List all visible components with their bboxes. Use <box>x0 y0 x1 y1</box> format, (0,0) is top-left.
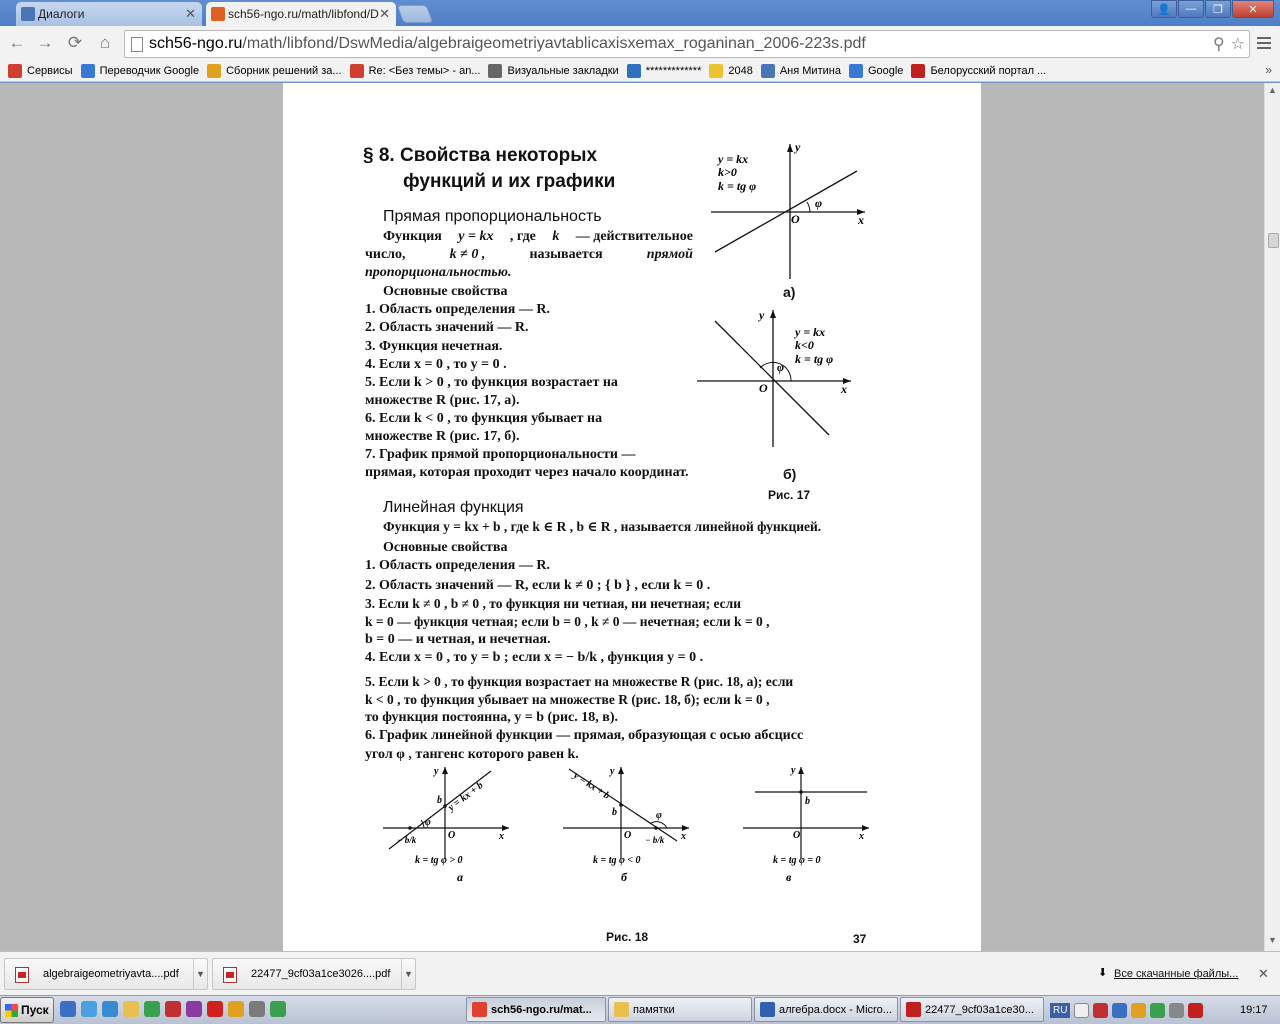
bookmark-label: ************* <box>645 64 702 77</box>
list-item: 1. Область определения — R. <box>365 302 550 317</box>
basic-properties-heading: Основные свойства <box>383 284 508 299</box>
fig-label: k = tg φ <box>718 179 757 193</box>
bookmark-item[interactable] <box>849 64 903 78</box>
restore-button[interactable]: ❐ <box>1205 0 1231 18</box>
figure-18b <box>559 763 699 883</box>
x-axis-label: x <box>859 831 864 842</box>
folder-icon <box>614 1002 629 1017</box>
subsection-title: Прямая пропорциональность <box>383 208 602 225</box>
bookmark-label: Сервисы <box>27 64 73 77</box>
origin-label: O <box>759 381 768 395</box>
phi-label: φ <box>815 196 823 210</box>
fig-label: k>0 <box>718 165 737 179</box>
y-axis-label: y <box>759 308 765 322</box>
star-icon[interactable]: ☆ <box>1230 36 1245 53</box>
page-number: 37 <box>853 932 867 946</box>
skype-icon[interactable] <box>102 1001 118 1017</box>
b-label: b <box>437 795 442 806</box>
update-icon[interactable] <box>1131 1003 1146 1018</box>
bookmark-icon <box>849 64 863 78</box>
download-filename: algebraigeometriyavta....pdf <box>43 968 179 980</box>
chrome-icon[interactable] <box>270 1001 286 1017</box>
tab-strip <box>0 0 1280 26</box>
y-axis-label: y <box>434 766 439 777</box>
x-axis-label: x <box>858 213 864 227</box>
phi-label: φ <box>425 817 431 828</box>
volume-icon[interactable] <box>1169 1003 1184 1018</box>
origin-label: O <box>448 830 456 841</box>
ie-icon[interactable] <box>81 1001 97 1017</box>
bookmark-icon <box>350 64 364 78</box>
bookmark-item[interactable] <box>761 64 841 78</box>
bookmark-label: Визуальные закладки <box>507 64 619 77</box>
definition-line: число, k ≠ 0 , называется прямой <box>365 247 693 262</box>
user-icon[interactable]: 👤 <box>1151 0 1177 18</box>
letter-label: б <box>621 870 627 883</box>
line-label: y = kx + b <box>571 770 612 802</box>
bookmark-item[interactable] <box>627 64 702 78</box>
pdf-file-icon <box>223 967 237 983</box>
upload-icon[interactable] <box>1188 1003 1203 1018</box>
menu-icon[interactable] <box>1254 32 1274 54</box>
forward-icon[interactable]: → <box>36 33 54 52</box>
figure-18c <box>739 763 879 883</box>
bookmark-item[interactable] <box>207 64 342 78</box>
taskbar-item-word[interactable]: алгебра.docx - Micro... <box>754 997 898 1022</box>
y-axis-label: y <box>795 140 801 154</box>
fig-label: k = tg φ <box>795 352 834 366</box>
minimize-button[interactable]: — <box>1178 0 1204 18</box>
network-icon[interactable] <box>1112 1003 1127 1018</box>
bookmark-icon <box>709 64 723 78</box>
tab-dialogs[interactable] <box>16 2 202 26</box>
chrome-icon <box>472 1002 487 1017</box>
bookmark-icon <box>488 64 502 78</box>
tab-pdf[interactable] <box>206 2 396 26</box>
list-item: 5. Если k > 0 , то функция возрастает на множестве R (рис. 18, а); если <box>365 674 794 689</box>
origin-label: O <box>793 830 801 841</box>
definition-line: Функция y = kx , где k — действительное <box>383 229 693 244</box>
y-axis-label: y <box>791 765 796 776</box>
y-axis-label: y <box>610 766 615 777</box>
phi-label: φ <box>656 810 662 821</box>
letter-label: а <box>457 870 463 883</box>
x-axis-label: x <box>681 831 686 842</box>
bookmark-label: Google <box>867 64 904 77</box>
tool-icon[interactable] <box>249 1001 265 1017</box>
list-item: k = 0 — функция четная; если b = 0 , k ≠ 0 — нечетная; если k = 0 , <box>365 614 770 629</box>
page-icon <box>131 37 143 52</box>
b-label: b <box>612 807 617 818</box>
figure-17-caption: Рис. 17 <box>768 488 811 502</box>
subsection-title: Линейная функция <box>383 499 524 516</box>
scrollbar[interactable] <box>1264 83 1280 951</box>
dropdown-arrow-icon[interactable]: ▼ <box>401 959 415 989</box>
pdf-file-icon <box>15 967 29 983</box>
pdf-icon[interactable] <box>165 1001 181 1017</box>
scroll-up-icon[interactable]: ▲ <box>1268 85 1277 95</box>
list-item: 5. Если k > 0 , то функция возрастает на <box>365 375 618 390</box>
figure-18-caption: Рис. 18 <box>606 930 649 944</box>
origin-label: O <box>791 212 800 226</box>
winrar-icon[interactable] <box>186 1001 202 1017</box>
folder-icon[interactable] <box>123 1001 139 1017</box>
close-icon[interactable]: ✕ <box>185 6 196 21</box>
download-item[interactable] <box>4 958 208 990</box>
figure-18a <box>379 763 519 883</box>
condition-label: k = tg φ > 0 <box>415 855 463 866</box>
windows-logo-icon <box>5 1004 18 1017</box>
list-item: множестве R (рис. 17, а). <box>365 393 520 408</box>
basic-properties-heading: Основные свойства <box>383 540 508 555</box>
language-indicator[interactable]: RU <box>1050 1003 1070 1018</box>
bookmark-item[interactable] <box>350 64 481 78</box>
list-item: 2. Область значений — R, если k ≠ 0 ; { b } , если k = 0 . <box>365 578 711 593</box>
bookmark-icon <box>81 64 95 78</box>
definition-line: пропорциональностью. <box>365 265 512 280</box>
start-button[interactable]: Пуск <box>0 997 54 1023</box>
fig-17a-label: а) <box>783 284 796 300</box>
chrome-icon[interactable] <box>144 1001 160 1017</box>
download-item[interactable] <box>212 958 416 990</box>
system-tray <box>1050 997 1203 1023</box>
list-item: k < 0 , то функция убывает на множестве R (рис. 18, б); если k = 0 , <box>365 692 770 707</box>
letter-label: в <box>786 870 792 883</box>
bookmark-label: Re: <Без темы> - an... <box>368 64 481 77</box>
condition-label: k = tg φ = 0 <box>773 855 821 866</box>
list-item: 7. График прямой пропорциональности — <box>365 447 636 462</box>
new-tab-button[interactable] <box>397 5 434 23</box>
phi-label: φ <box>777 360 785 374</box>
b-label: b <box>805 796 810 807</box>
bookmark-item[interactable] <box>81 64 200 78</box>
taskbar-item-folder[interactable]: памятки <box>608 997 752 1022</box>
list-item: 2. Область значений — R. <box>365 320 529 335</box>
section-title: § 8. Свойства некоторых <box>363 145 598 166</box>
figure-17a <box>703 139 873 299</box>
close-window-button[interactable]: ✕ <box>1232 0 1274 18</box>
media-icon[interactable] <box>228 1001 244 1017</box>
list-item: прямая, которая проходит через начало координат. <box>365 465 689 480</box>
list-item: b = 0 — и четная, и нечетная. <box>365 632 551 647</box>
scroll-thumb[interactable] <box>1268 233 1279 248</box>
reload-icon[interactable]: ⟳ <box>67 33 83 52</box>
condition-label: k = tg φ < 0 <box>593 855 641 866</box>
neg-b-over-k: − b/k <box>397 835 417 845</box>
bookmark-label: Аня Митина <box>779 64 841 77</box>
bookmark-label: 2048 <box>728 64 753 77</box>
vk-icon <box>21 7 35 21</box>
origin-label: O <box>624 830 632 841</box>
address-bar[interactable] <box>124 30 1250 58</box>
bookmark-label: Сборник решений за... <box>226 64 342 77</box>
bookmark-item[interactable] <box>488 64 618 78</box>
zoom-icon[interactable]: ⚲ <box>1212 36 1225 53</box>
list-item: 1. Область определения — R. <box>365 558 550 573</box>
list-item: 6. График линейной функции — прямая, образующая с осью абсцисс <box>365 728 804 743</box>
shield-icon[interactable] <box>1150 1003 1165 1018</box>
list-item: 4. Если x = 0 , то y = 0 . <box>365 357 507 372</box>
taskbar-item-pdf[interactable]: 22477_9cf03a1ce30... <box>900 997 1044 1022</box>
word-icon[interactable] <box>60 1001 76 1017</box>
section-title-2: функций и их графики <box>403 171 616 192</box>
list-item: угол φ , тангенс которого равен k. <box>365 747 579 762</box>
quick-launch <box>60 1001 286 1017</box>
x-axis-label: x <box>499 831 504 842</box>
word-icon <box>760 1002 775 1017</box>
tab-title: Диалоги <box>38 7 85 21</box>
bookmarks-bar <box>0 60 1280 82</box>
tab-title: sch56-ngo.ru/math/libfond/D <box>228 7 379 21</box>
download-filename: 22477_9cf03a1ce3026....pdf <box>251 968 391 980</box>
pdf-icon <box>906 1002 921 1017</box>
window-controls <box>1151 0 1274 18</box>
taskbar <box>0 995 1280 1024</box>
fig-label: y = kx <box>718 152 749 166</box>
list-item: 4. Если x = 0 , то y = b ; если x = − b/k , функция y = 0 . <box>365 650 704 665</box>
bookmark-item[interactable] <box>709 64 752 78</box>
list-item: множестве R (рис. 17, б). <box>365 429 520 444</box>
url-host: sch56-ngo.ru <box>149 35 243 52</box>
definition-line: Функция y = kx + b , где k ∈ R , b ∈ R , называется линейной функцией. <box>383 519 822 534</box>
x-axis-label: x <box>841 382 847 396</box>
fig-label: y = kx <box>795 325 826 339</box>
dropdown-arrow-icon[interactable]: ▼ <box>193 959 207 989</box>
bookmark-icon <box>207 64 221 78</box>
antivirus-icon[interactable] <box>1093 1003 1108 1018</box>
download-arrow-icon: ⬇ <box>1098 967 1108 979</box>
taskbar-item-chrome[interactable]: sch56-ngo.ru/mat... <box>466 997 606 1022</box>
help-icon[interactable] <box>1074 1003 1089 1018</box>
bookmark-icon <box>627 64 641 78</box>
url-path: /math/libfond/DswMedia/algebraigeometriyavtablicaxisxemax_roganinan_2006-223s.pdf <box>242 35 866 52</box>
line-label: y = kx + b <box>446 780 486 814</box>
opera-icon[interactable] <box>207 1001 223 1017</box>
neg-b-over-k: − b/k <box>645 835 665 845</box>
fig-label: k<0 <box>795 338 814 352</box>
clock: 19:17 <box>1240 1004 1268 1016</box>
bookmark-icon <box>911 64 925 78</box>
pdf-page <box>283 83 981 951</box>
list-item: то функция постоянна, y = b (рис. 18, в). <box>365 710 618 725</box>
list-item: 6. Если k < 0 , то функция убывает на <box>365 411 603 426</box>
site-icon <box>211 7 225 21</box>
bookmark-item[interactable] <box>8 64 73 78</box>
list-item: 3. Функция нечетная. <box>365 339 503 354</box>
figure-17b <box>693 305 863 455</box>
bookmark-icon <box>761 64 775 78</box>
close-icon[interactable]: ✕ <box>379 6 390 21</box>
fig-17b-label: б) <box>783 466 797 482</box>
bookmark-item[interactable] <box>911 64 1046 78</box>
show-all-downloads-link[interactable]: Все скачанные файлы... <box>1114 968 1239 980</box>
scroll-down-icon[interactable]: ▼ <box>1268 935 1277 945</box>
close-icon[interactable]: ✕ <box>1258 966 1269 981</box>
bookmark-label: Переводчик Google <box>99 64 200 77</box>
downloads-shelf <box>0 951 1280 995</box>
list-item: 3. Если k ≠ 0 , b ≠ 0 , то функция ни четная, ни нечетная; если <box>365 596 741 611</box>
bookmark-icon <box>8 64 22 78</box>
back-icon[interactable]: ← <box>8 33 26 52</box>
bookmarks-overflow-icon[interactable]: » <box>1265 63 1272 77</box>
home-icon[interactable]: ⌂ <box>99 33 111 52</box>
bookmark-label: Белорусский портал ... <box>930 64 1047 77</box>
